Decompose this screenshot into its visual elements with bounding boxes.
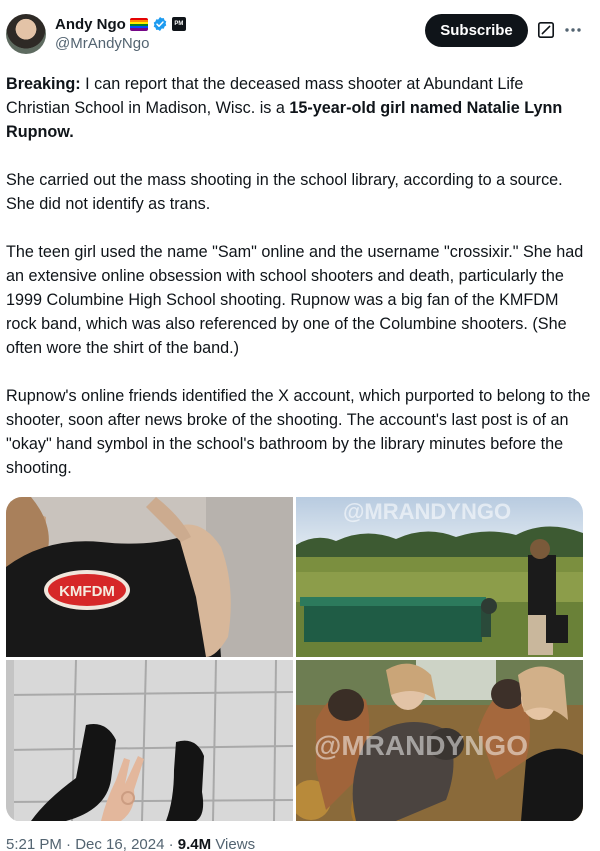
rainbow-flag-icon xyxy=(130,18,148,31)
display-name[interactable]: Andy Ngo xyxy=(55,15,126,33)
more-icon[interactable] xyxy=(563,20,583,40)
photo-dogs[interactable] xyxy=(296,660,583,821)
watermark-text-2: @MRANDYNGO xyxy=(314,730,528,761)
tweet-paragraph-1-text: I can report that the deceased mass shooter at Abundant Life Christian School in Madison, Wisc. is a xyxy=(6,75,524,117)
tweet-paragraph-2: She carried out the mass shooting in the school library, according to a source. She did not identify as trans. xyxy=(6,171,563,213)
tweet-meta xyxy=(6,836,255,851)
meta-separator: · xyxy=(66,836,72,851)
watermark-text-1: @MRANDYNGO xyxy=(342,499,512,524)
avatar[interactable] xyxy=(6,14,46,54)
affiliate-badge-icon[interactable]: PM xyxy=(172,17,186,31)
photo-shirt[interactable] xyxy=(6,497,293,657)
views-label: Views xyxy=(215,836,256,851)
tweet-time[interactable]: 5:21 PM xyxy=(6,836,62,851)
media-grid xyxy=(6,497,583,822)
verified-badge-icon[interactable] xyxy=(152,16,168,32)
tweet-header xyxy=(0,0,600,70)
tweet-date[interactable]: Dec 16, 2024 xyxy=(75,836,165,851)
shirt-logo-text: KMFDM xyxy=(59,583,115,600)
tweet-paragraph-3: The teen girl used the name "Sam" online and the username "crossixir." She had an extensive online obsession with school shooters and death, particularly the 1999 Columbine High School shooting. Rupnow was a big fan of the KMFDM rock band, which was also referenced by one of the Columbine shooters. (She often wore the shirt of the band.) xyxy=(6,243,584,357)
shooter-name-bold: 15-year-old girl named Natalie Lynn Rupnow. xyxy=(6,99,563,141)
tweet-paragraph-4: Rupnow's online friends identified the X account, which purported to belong to the shooter, soon after news broke of the shooting. The account's last post is of an "okay" hand symbol in the school's bathroom by the library minutes before the shooting. xyxy=(6,387,591,477)
meta-separator: · xyxy=(168,836,174,851)
breaking-label: Breaking: xyxy=(6,75,81,93)
subscribe-button[interactable]: Subscribe xyxy=(425,14,528,47)
author-handle[interactable]: @MrAndyNgo xyxy=(55,35,150,52)
tweet-paragraph-1 xyxy=(6,72,591,144)
author-name-row xyxy=(55,14,186,34)
photo-bathroom-floor[interactable] xyxy=(6,660,293,821)
tweet-text xyxy=(6,72,591,504)
photo-field[interactable] xyxy=(296,497,583,657)
views-count: 9.4M xyxy=(177,836,212,851)
grok-icon[interactable] xyxy=(537,21,555,39)
